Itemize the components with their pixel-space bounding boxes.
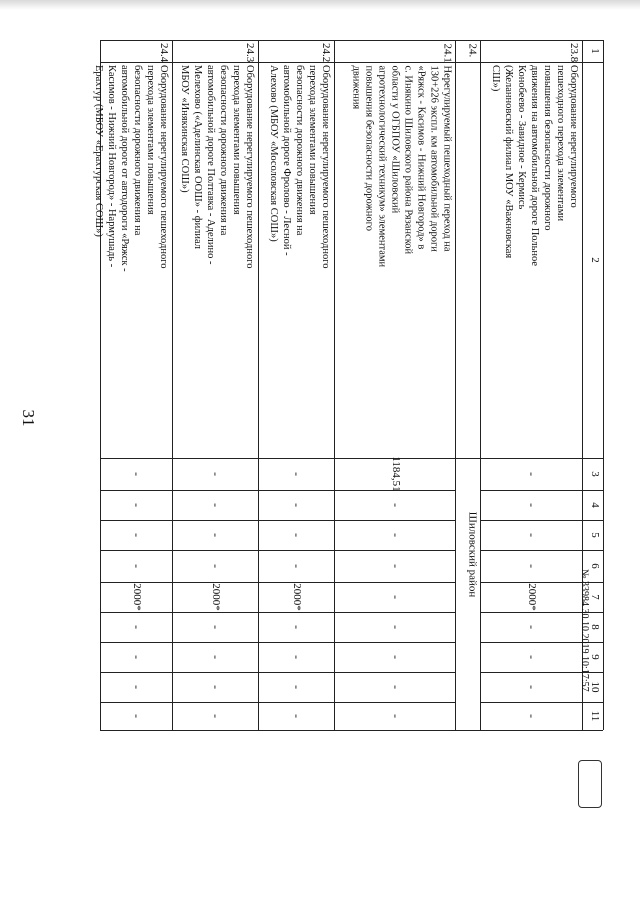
- row-description: Оборудование нерегулируемого пешеходного перехода элементами повышения безопасности дорожного движения на автомобильной дороге от автодороги «Ряжск - Касимов - Нижний Новгород» - Нармушадь - Ерахтур (МБОУ «Ерахтурская СОШ»): [93, 65, 169, 272]
- cell-c7: 2000*: [526, 583, 538, 611]
- column-header-5: 5: [588, 532, 601, 538]
- column-border: [100, 62, 603, 63]
- row-border: [480, 40, 481, 730]
- cell-c5: -: [130, 533, 144, 537]
- cell-c5: -: [525, 533, 539, 537]
- row-number: 24.2: [320, 43, 332, 63]
- cell-c4: -: [290, 503, 304, 507]
- row-number: 24.: [466, 43, 478, 57]
- cell-c7: 2000*: [291, 583, 303, 611]
- cell-c9: -: [209, 655, 223, 659]
- cell-c6: -: [290, 564, 304, 568]
- column-header-11: 11: [588, 710, 601, 722]
- cell-c9: -: [525, 655, 539, 659]
- column-header-1: 1: [588, 48, 601, 54]
- row-number: 24.4: [158, 43, 170, 63]
- cell-c7: -: [388, 595, 403, 599]
- cell-c6: -: [209, 564, 223, 568]
- cell-c8: -: [290, 625, 304, 629]
- cell-c11: -: [209, 714, 223, 718]
- row-description: Оборудование нерегулируемого пешеходного перехода элементами повышения безопасности дорожного движения на автомобильной дороге Фролово - Лесной - Алехово (МБОУ «Мосоловская СОШ»): [268, 65, 331, 269]
- row-border: [258, 40, 259, 730]
- registration-footer: № 33984 30.10.2019 10:17:57: [579, 569, 590, 692]
- cell-c8: -: [130, 625, 144, 629]
- column-header-7: 7: [588, 594, 601, 600]
- cell-c7: 2000*: [131, 583, 143, 611]
- cell-c3: 1184,51: [389, 456, 402, 492]
- cell-c8: -: [209, 625, 223, 629]
- column-header-9: 9: [588, 654, 601, 660]
- scan-edge: [0, 0, 640, 10]
- column-header-3: 3: [588, 471, 601, 477]
- cell-c8: -: [525, 625, 539, 629]
- cell-c7: 2000*: [210, 583, 222, 611]
- cell-c3: -: [209, 472, 223, 476]
- cell-c9: -: [388, 655, 403, 659]
- cell-c6: -: [388, 564, 403, 568]
- cell-c6: -: [130, 564, 144, 568]
- cell-c11: -: [525, 714, 539, 718]
- column-header-10: 10: [588, 681, 601, 693]
- cell-c4: -: [525, 503, 539, 507]
- column-header-6: 6: [588, 563, 601, 569]
- column-header-8: 8: [588, 624, 601, 630]
- cell-c8: -: [388, 625, 403, 629]
- cell-c4: -: [388, 503, 403, 507]
- cell-c10: -: [130, 685, 144, 689]
- cell-c3: -: [130, 472, 144, 476]
- cell-c5: -: [290, 533, 304, 537]
- cell-c9: -: [290, 655, 304, 659]
- column-header-2: 2: [588, 257, 601, 263]
- cell-c10: -: [388, 685, 403, 689]
- cell-c6: -: [525, 564, 539, 568]
- section-title: Шиловский район: [466, 511, 478, 597]
- row-border: [172, 40, 173, 730]
- row-border: [334, 40, 335, 730]
- row-number: 23.8: [568, 43, 580, 63]
- row-description: Нерегулируемый пешеходный переход на 130+226 экспл. км автомобильной дороги «Ряжск - Касимов - Нижний Новгород» в с. Инякино Шиловского района Рязанской области у ОГБПОУ «Шиловский агротехнологический техникум» элементами повышения безопасности дорожного движения: [350, 65, 452, 267]
- row-number: 24.1: [441, 43, 453, 63]
- cell-c5: -: [388, 533, 403, 537]
- cell-c10: -: [209, 685, 223, 689]
- cell-c3: -: [525, 472, 539, 476]
- column-header-4: 4: [588, 502, 601, 508]
- cell-c10: -: [290, 685, 304, 689]
- cell-c11: -: [290, 714, 304, 718]
- cell-c3: -: [290, 472, 304, 476]
- cell-c9: -: [130, 655, 144, 659]
- row-border: [603, 40, 604, 730]
- cell-c11: -: [388, 714, 403, 718]
- row-description: Оборудование нерегулируемого пешеходного перехода элементами повышения безопасности дорожного движения на автомобильной дороге Польное Конобеево - Завидное - Кермись (Желанновский филиал МОУ «Важновская СШ»): [490, 65, 579, 267]
- cell-c10: -: [525, 685, 539, 689]
- cell-c4: -: [130, 503, 144, 507]
- row-number: 24.3: [244, 43, 256, 63]
- page-number: 31: [19, 409, 38, 427]
- cell-c11: -: [130, 714, 144, 718]
- cell-c4: -: [209, 503, 223, 507]
- row-description: Оборудование нерегулируемого пешеходного перехода элементами повышения безопасности дорожного движения на автомобильной дороге Полтавка - Аделино - Мелехово («Аделинская ООШ» - филиал МБОУ «Инякинская СОШ»): [179, 65, 255, 269]
- cell-c5: -: [209, 533, 223, 537]
